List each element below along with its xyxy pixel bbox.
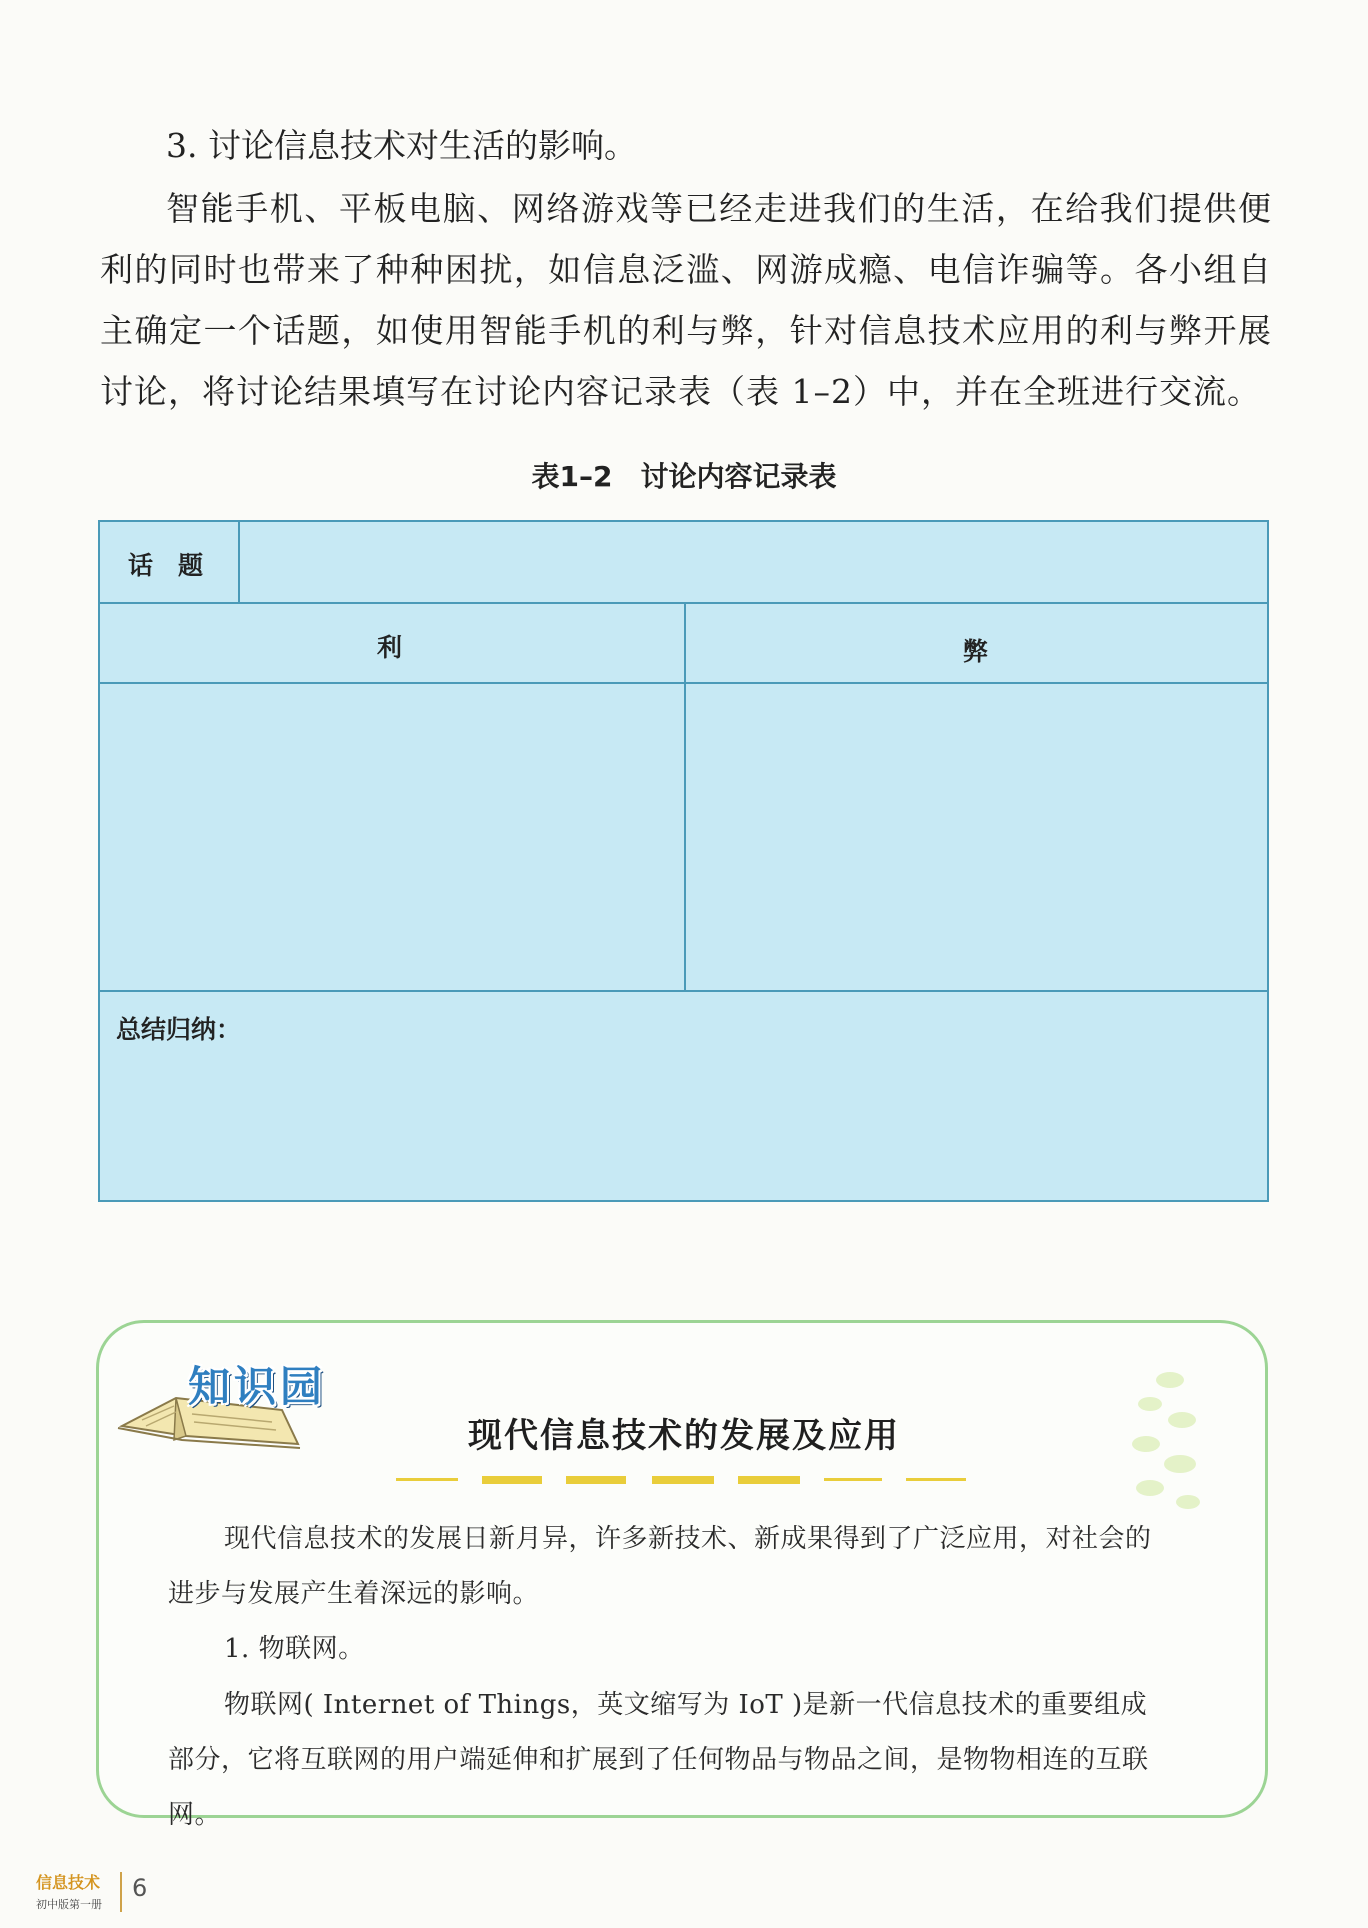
table-caption-number: 表1–2 <box>531 460 613 493</box>
table-rule-body <box>100 990 1267 992</box>
table-caption <box>0 455 1368 495</box>
knowledge-item1-text: 物联网( Internet of Things，英文缩写为 IoT )是新一代信息技术的重要组成部分，它将互联网的用户端延伸和扩展到了任何物品与物品之间，是物物相连的互联网。 <box>168 1690 1149 1830</box>
cons-header: 弊 <box>963 637 989 666</box>
section-heading: 3. 讨论信息技术对生活的影响。 <box>166 126 637 165</box>
page-number: 6 <box>132 1874 148 1902</box>
topic-label: 话 题 <box>128 551 204 580</box>
table-caption-title: 讨论内容记录表 <box>640 460 837 493</box>
knowledge-paragraph-1: 现代信息技术的发展日新月异，许多新技术、新成果得到了广泛应用，对社会的进步与发展产生着深远的影响。 <box>168 1524 1152 1609</box>
cons-field[interactable] <box>688 686 1266 988</box>
section-paragraph: 智能手机、平板电脑、网络游戏等已经走进我们的生活，在给我们提供便利的同时也带来了种种困扰，如信息泛滥、网游成瘾、电信诈骗等。各小组自主确定一个话题，如使用智能手机的利与弊，针对信息技术应用的利与弊开展讨论，将讨论结果填写在讨论内容记录表（表 1–2）中，并在全班进行交流。 <box>100 189 1272 411</box>
pros-header: 利 <box>377 633 403 662</box>
knowledge-title: 现代信息技术的发展及应用 <box>468 1416 900 1456</box>
topic-field[interactable] <box>242 524 1264 600</box>
footer-book-title: 信息技术 <box>36 1873 101 1892</box>
footer-separator <box>120 1872 122 1912</box>
discussion-record-table <box>98 520 1269 1202</box>
knowledge-item1-heading: 1. 物联网。 <box>224 1634 365 1664</box>
knowledge-badge-text: 知识园 <box>188 1362 327 1411</box>
pros-field[interactable] <box>102 686 682 988</box>
summary-field[interactable] <box>102 1052 1266 1198</box>
table-rule-column-divider <box>684 602 686 990</box>
leaf-decoration-icon <box>1110 1360 1220 1520</box>
footer-book-subtitle: 初中版第一册 <box>36 1898 102 1911</box>
title-underline <box>396 1476 970 1486</box>
summary-label: 总结归纳： <box>116 1015 242 1044</box>
table-rule-topic-divider <box>238 522 240 602</box>
